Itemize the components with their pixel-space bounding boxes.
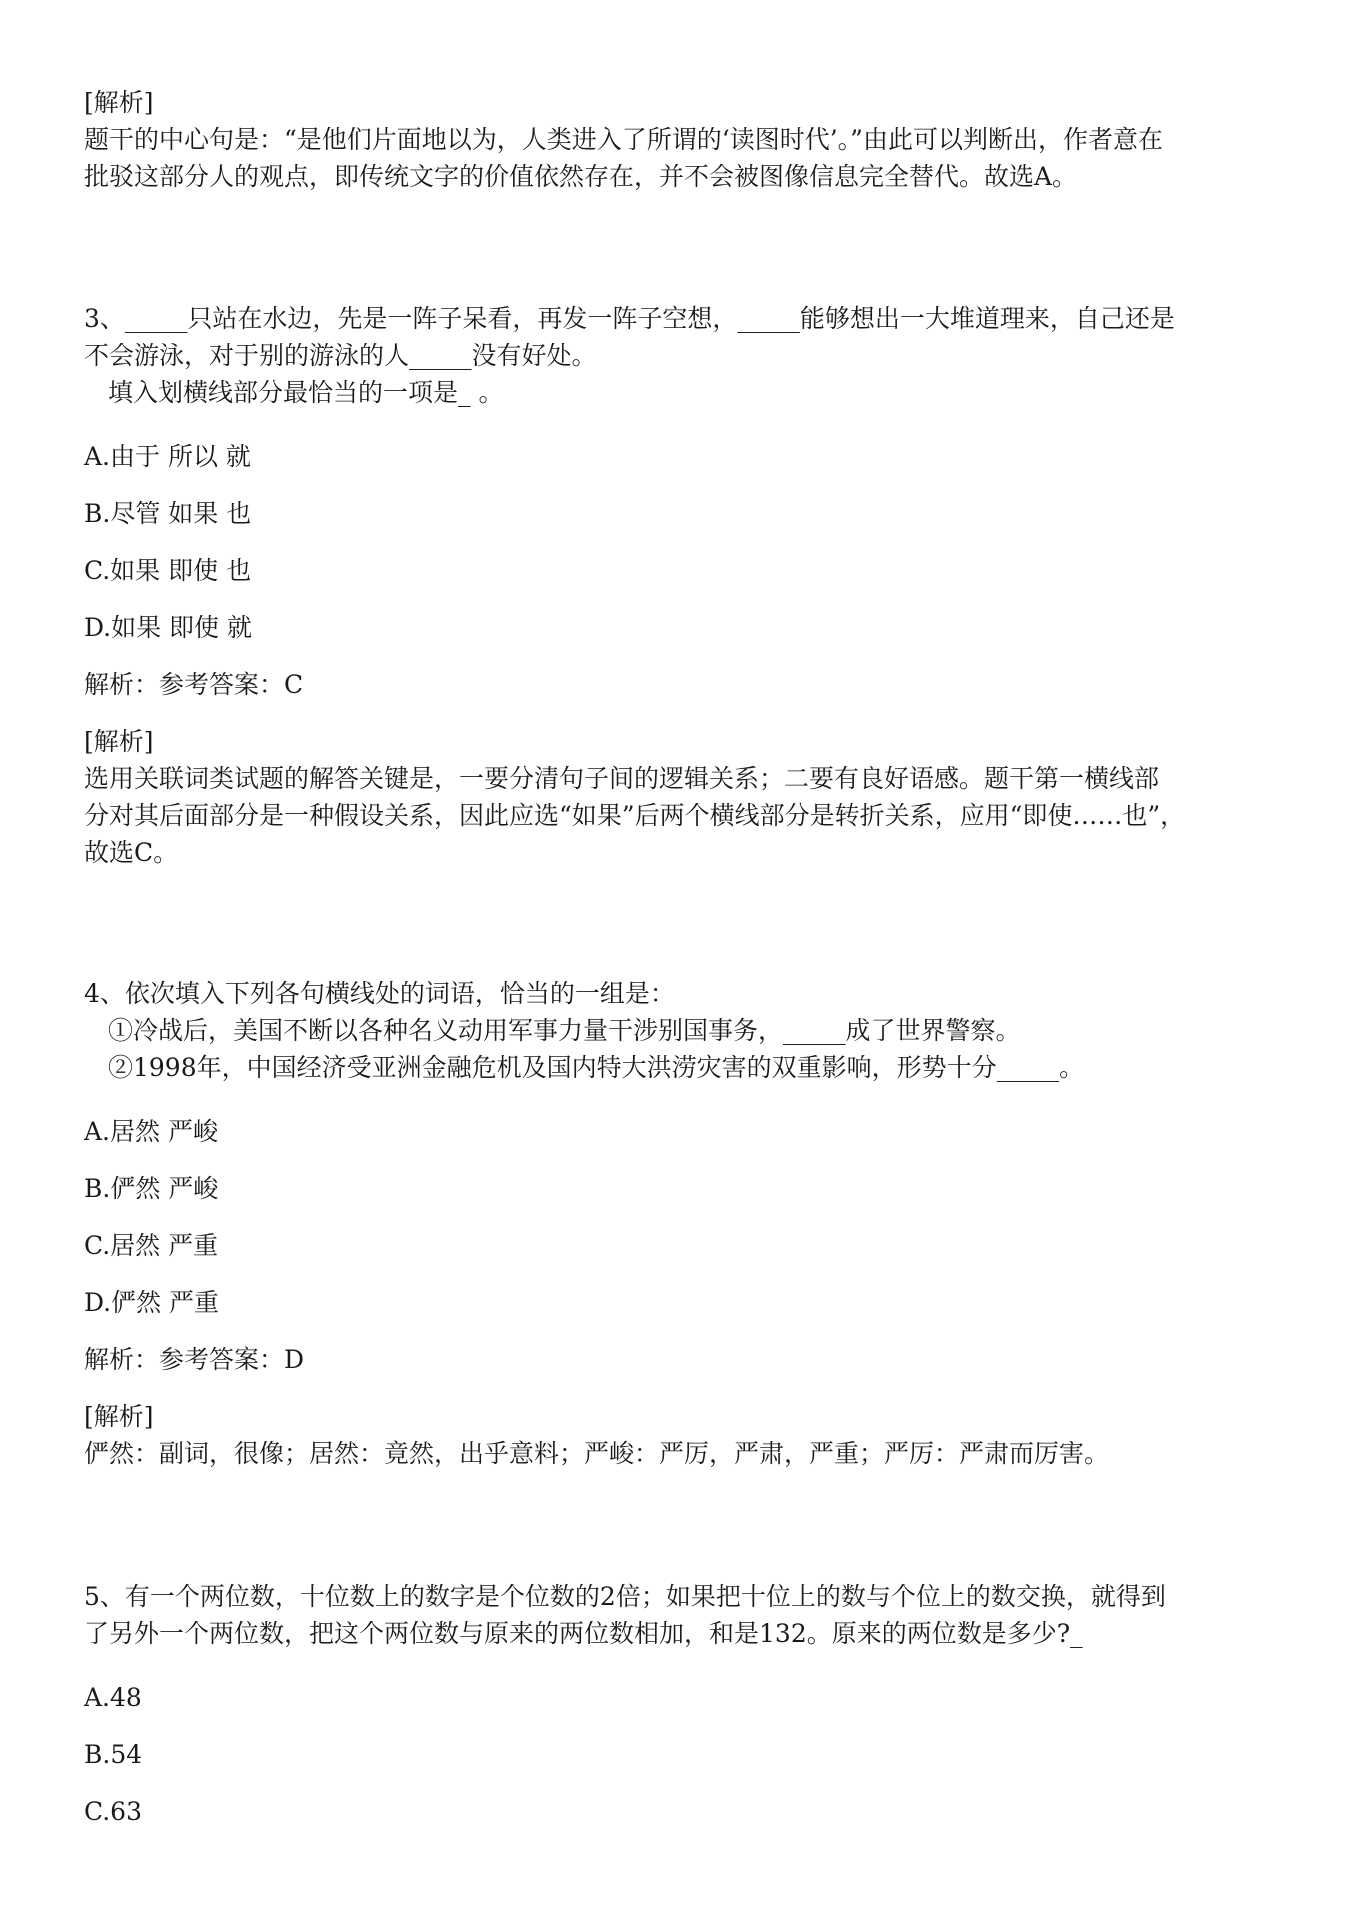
question-sub-line: ②1998年，中国经济受亚洲金融危机及国内特大洪涝灾害的双重影响，形势十分_____。 bbox=[108, 1053, 1085, 1082]
analysis-tag: [解析] bbox=[84, 1402, 154, 1431]
question-5 bbox=[84, 1578, 1280, 1830]
analysis-line: 题干的中心句是：“是他们片面地以为，人类进入了所谓的‘读图时代’。”由此可以判断出，作者意在 bbox=[84, 125, 1163, 154]
question-sub-line: ①冷战后，美国不断以各种名义动用军事力量干涉别国事务，_____成了世界警察。 bbox=[108, 1016, 1021, 1045]
option-a: A.48 bbox=[84, 1683, 142, 1712]
question-prompt: 填入划横线部分最恰当的一项是_ 。 bbox=[108, 378, 504, 407]
option-b: B.54 bbox=[84, 1740, 143, 1769]
option-b: B.尽管 如果 也 bbox=[84, 499, 252, 528]
question-stem-line: 了另外一个两位数，把这个两位数与原来的两位数相加，和是132。原来的两位数是多少?_ bbox=[84, 1619, 1083, 1648]
analysis-tag: [解析] bbox=[84, 727, 154, 756]
question-stem-line: 5、有一个两位数，十位数上的数字是个位数的2倍；如果把十位上的数与个位上的数交换，就得到 bbox=[84, 1582, 1166, 1611]
question-4 bbox=[84, 975, 1280, 1472]
answer-line: 解析：参考答案：D bbox=[84, 1345, 305, 1374]
option-c: C.63 bbox=[84, 1797, 142, 1826]
analysis-line: 俨然：副词，很像；居然：竟然，出乎意料；严峻：严厉，严肃，严重；严厉：严肃而厉害。 bbox=[84, 1439, 1110, 1468]
option-b: B.俨然 严峻 bbox=[84, 1174, 219, 1203]
analysis-tag: [解析] bbox=[84, 88, 154, 117]
option-c: C.居然 严重 bbox=[84, 1231, 219, 1260]
question-stem: 4、依次填入下列各句横线处的词语，恰当的一组是： bbox=[84, 979, 675, 1008]
answer-line: 解析：参考答案：C bbox=[84, 670, 304, 699]
analysis-line: 批驳这部分人的观点，即传统文字的价值依然存在，并不会被图像信息完全替代。故选A。 bbox=[84, 162, 1078, 191]
analysis-line: 故选C。 bbox=[84, 838, 179, 867]
option-a: A.由于 所以 就 bbox=[84, 442, 251, 471]
question-3 bbox=[84, 300, 1280, 871]
analysis-line: 选用关联词类试题的解答关键是，一要分清句子间的逻辑关系；二要有良好语感。题干第一横线部 bbox=[84, 764, 1160, 793]
analysis-line: 分对其后面部分是一种假设关系，因此应选“如果”后两个横线部分是转折关系，应用“即使……也”， bbox=[84, 801, 1186, 830]
question-stem-line: 3、_____只站在水边，先是一阵子呆看，再发一阵子空想，_____能够想出一大堆道理来，自己还是 bbox=[84, 304, 1175, 333]
option-d: D.如果 即使 就 bbox=[84, 613, 252, 642]
analysis-section-prev bbox=[84, 84, 1280, 195]
option-c: C.如果 即使 也 bbox=[84, 556, 252, 585]
question-stem-line: 不会游泳，对于别的游泳的人_____没有好处。 bbox=[84, 341, 597, 370]
option-a: A.居然 严峻 bbox=[84, 1117, 218, 1146]
option-d: D.俨然 严重 bbox=[84, 1288, 220, 1317]
